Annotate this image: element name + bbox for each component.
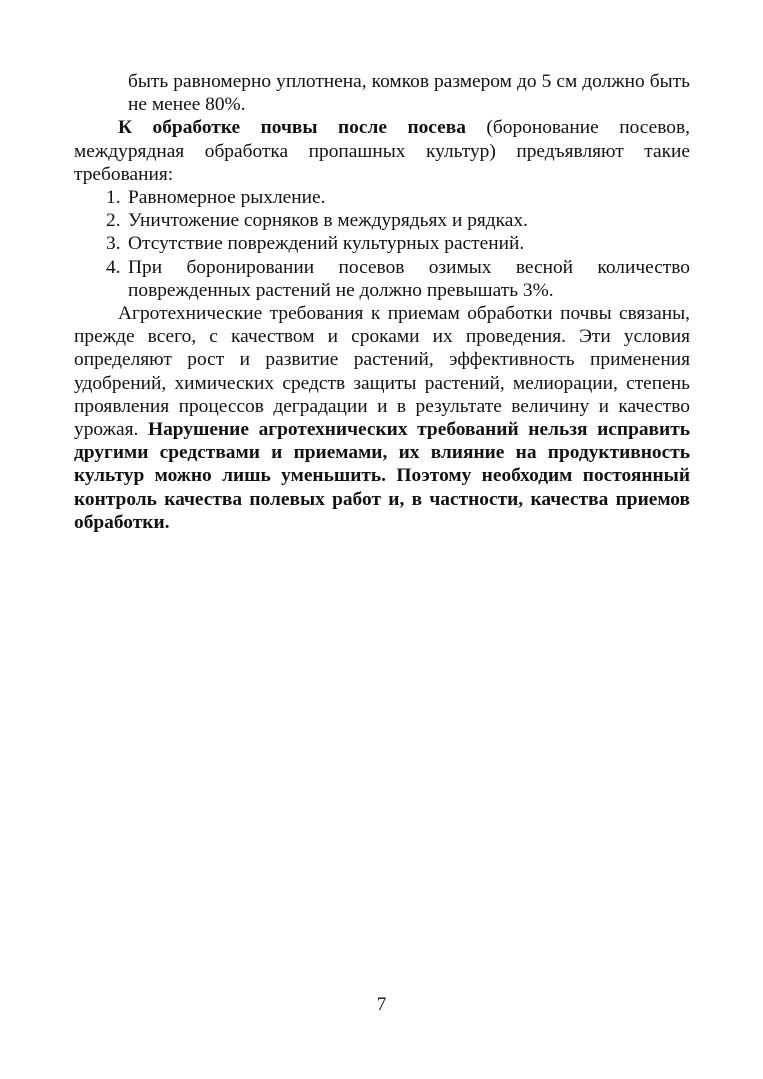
list-item bbox=[74, 209, 690, 232]
post-sowing-paragraph bbox=[74, 116, 690, 186]
list-item-number: 1. bbox=[106, 187, 121, 209]
agrotech-requirements-paragraph bbox=[74, 302, 690, 534]
continuation-text: быть равномерно уплотнена, комков размером до 5 см должно быть не менее 80%. bbox=[128, 71, 690, 116]
requirements-list bbox=[74, 186, 690, 302]
agrotech-plain-text: Агротехнические требования к приемам обработки почвы связаны, прежде всего, с качеством и сроками их проведения. Эти условия определяют рост и развитие растений, эффективность применения удобрений, химических средств защиты растений, мелиорации, степень проявления процессов деградации и в результате величину и качество урожая. bbox=[74, 303, 690, 441]
post-sowing-text: (боронование посевов, междурядная обработка пропашных культур) предъявляют такие требования: bbox=[74, 117, 690, 185]
page-number: 7 bbox=[376, 994, 387, 1015]
list-item-number: 4. bbox=[106, 256, 121, 278]
list-item-text: Уничтожение сорняков в междурядьях и рядках. bbox=[128, 210, 528, 232]
list-item-number: 2. bbox=[106, 210, 121, 232]
list-item bbox=[74, 232, 690, 255]
list-item bbox=[74, 186, 690, 209]
post-sowing-heading: К обработке почвы после посева bbox=[118, 117, 466, 139]
list-item-text: Отсутствие повреждений культурных растений. bbox=[128, 233, 525, 255]
list-item-number: 3. bbox=[106, 233, 121, 255]
page-body bbox=[74, 70, 690, 534]
list-item-text: При боронировании посевов озимых весной количество поврежденных растений не должно превышать 3%. bbox=[128, 256, 690, 301]
list-item-text: Равномерное рыхление. bbox=[128, 187, 326, 209]
list-item bbox=[74, 256, 690, 302]
agrotech-bold-text: Нарушение агротехнических требований нельзя исправить другими средствами и приемами, их влияние на продуктивность культур можно лишь уменьшить. Поэтому необходим постоянный контроль качества полевых работ и, в частности, качества приемов обработки. bbox=[74, 419, 690, 533]
